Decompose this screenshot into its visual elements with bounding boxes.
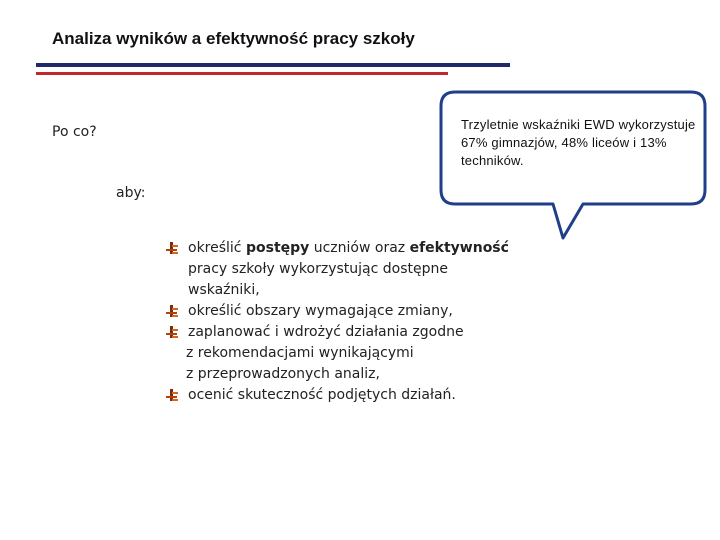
list-item [164,385,524,406]
goal-text: wskaźniki, [188,282,260,298]
goals-list [164,238,524,406]
list-item [164,238,524,301]
title-rule-red [36,72,448,75]
goal-text: zaplanować i wdrożyć działania zgodne [188,324,464,340]
bullet-icon [166,242,178,255]
aby-label: aby: [116,185,146,201]
list-item [164,322,524,385]
bullet-icon [166,305,178,318]
slide-title: Analiza wyników a efektywność pracy szkoły [52,29,415,48]
callout-text: Trzyletnie wskaźniki EWD wykorzystuje 67% gimnazjów, 48% liceów i 13% techników. [461,117,696,168]
goal-text: określić obszary wymagające zmiany, [188,303,453,319]
bullet-icon [166,389,178,402]
goal-text: ocenić skuteczność podjętych działań. [188,387,456,403]
speech-callout [441,92,705,240]
goal-bold: postępy [245,240,310,256]
goal-bold: efektywność [409,240,509,256]
goal-text: pracy szkoły wykorzystując dostępne [188,261,448,277]
goal-text: z rekomendacjami wynikającymi [186,345,414,361]
list-item [164,301,524,322]
title-rule-blue [36,63,510,67]
goal-text: określić [188,240,246,256]
question-text: Po co? [52,124,97,140]
bullet-icon [166,326,178,339]
goal-text: z przeprowadzonych analiz, [186,366,380,382]
goal-text: uczniów oraz [309,240,410,256]
